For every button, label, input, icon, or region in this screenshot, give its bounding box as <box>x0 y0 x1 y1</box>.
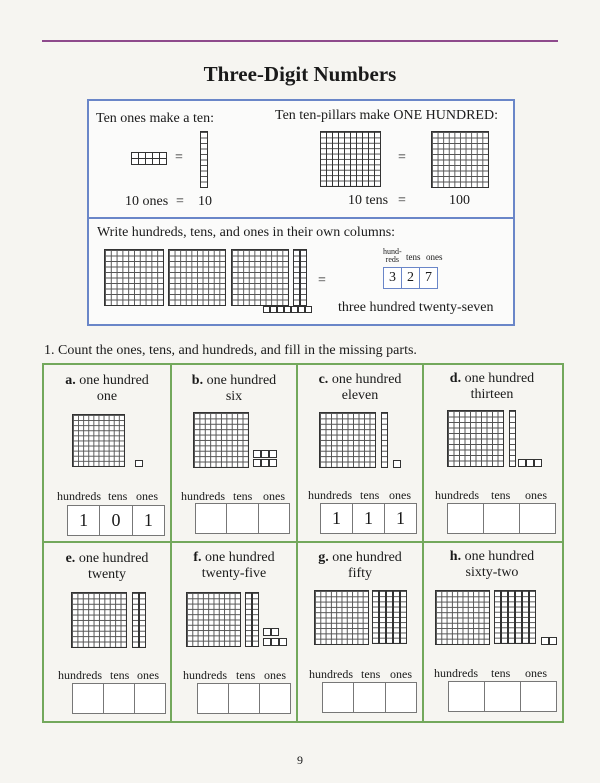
answer-tens[interactable] <box>485 682 521 711</box>
ten-pillar <box>293 249 300 306</box>
one-cube <box>135 460 143 467</box>
answer-ones[interactable] <box>520 504 555 533</box>
col-header-tens: tens <box>491 488 511 502</box>
five-ones-cubes <box>263 628 287 646</box>
answer-ones[interactable] <box>135 684 165 713</box>
equals-sign: = <box>398 150 406 165</box>
col-header-hundreds: hundreds <box>435 488 479 502</box>
hundred-flat <box>193 412 249 468</box>
hundred-flat <box>447 410 504 467</box>
hundred-flat <box>314 590 369 645</box>
digit-ones: 7 <box>420 268 437 288</box>
ten-pillars-group <box>320 131 385 186</box>
page-number: 9 <box>297 753 303 767</box>
hundred-flat <box>186 592 241 647</box>
answer-tens[interactable]: 1 <box>353 504 385 533</box>
ten-pillar <box>200 131 208 188</box>
item-g-title: g. one hundred fifty <box>318 550 402 581</box>
answer-hundreds[interactable] <box>73 684 104 713</box>
col-header-hundreds: hundreds <box>308 488 352 502</box>
item-d-title: d. one hundred thirteen <box>449 371 535 402</box>
answer-boxes-h <box>448 681 557 712</box>
ones-equation-eq: = <box>176 194 184 209</box>
answer-boxes-e <box>72 683 166 714</box>
item-a-title: a. one hundred one <box>65 373 149 404</box>
page-title: Three-Digit Numbers <box>203 62 397 86</box>
tens-make-hundred-label: Ten ten-pillars make ONE HUNDRED: <box>275 108 498 123</box>
answer-hundreds[interactable] <box>198 684 229 713</box>
col-header-tens: tens <box>360 488 380 502</box>
col-header-ones: ones <box>525 488 547 502</box>
three-ones-cubes <box>518 459 542 467</box>
answer-boxes-f <box>197 683 291 714</box>
col-header-tens: tens <box>236 668 256 682</box>
answer-tens[interactable]: 0 <box>100 506 132 535</box>
col-header-tens: tens <box>491 666 511 680</box>
ten-pillar <box>509 410 516 467</box>
answer-tens[interactable] <box>229 684 260 713</box>
ten-pillar <box>245 592 252 647</box>
answer-tens[interactable] <box>354 683 385 712</box>
header-rule <box>42 40 558 42</box>
answer-boxes-d <box>447 503 556 534</box>
col-header-hundreds: hundreds <box>183 668 227 682</box>
answer-boxes-g <box>322 682 417 713</box>
answer-hundreds[interactable] <box>449 682 485 711</box>
col-header-tens: tens <box>233 489 253 503</box>
col-header-ones: ones <box>390 667 412 681</box>
seven-ones-cubes <box>263 306 313 314</box>
item-h-title: h. one hundred sixty-two <box>449 549 535 580</box>
col-header-hundreds: hundreds <box>58 668 102 682</box>
number-in-words: three hundred twenty-seven <box>338 300 494 315</box>
ten-pillar <box>381 412 388 468</box>
item-e-title: e. one hundred twenty <box>65 551 149 582</box>
answer-tens[interactable] <box>484 504 520 533</box>
equals-sign: = <box>318 273 326 288</box>
answer-boxes-b <box>195 503 290 534</box>
exercise-number: 1. <box>44 343 55 358</box>
answer-hundreds[interactable] <box>196 504 227 533</box>
place-header-hundreds: hund- reds <box>383 247 402 264</box>
col-header-ones: ones <box>389 488 411 502</box>
exercise-instruction-text: Count the ones, tens, and hundreds, and fill in the missing parts. <box>58 343 417 358</box>
col-header-hundreds: hundreds <box>57 489 101 503</box>
item-b-title: b. one hundred six <box>191 373 277 404</box>
ten-pillar <box>252 592 259 647</box>
col-header-hundreds: hundreds <box>434 666 478 680</box>
hundred-flat <box>104 249 164 306</box>
ones-equation-right: 10 <box>198 194 212 209</box>
one-cube <box>393 460 401 468</box>
answer-boxes-a <box>67 505 165 536</box>
exercise-instruction <box>44 343 417 359</box>
intro-divider <box>87 217 515 219</box>
hundred-flat <box>319 412 376 468</box>
place-header-tens: tens <box>406 252 421 262</box>
two-ones-cubes <box>541 637 557 645</box>
answer-ones[interactable] <box>260 684 290 713</box>
item-f-title: f. one hundred twenty-five <box>193 550 275 581</box>
hundred-flat <box>71 592 127 648</box>
answer-ones[interactable] <box>386 683 416 712</box>
answer-tens[interactable] <box>227 504 258 533</box>
col-header-tens: tens <box>361 667 381 681</box>
ones-make-ten-label: Ten ones make a ten: <box>96 111 214 126</box>
tens-equation-left: 10 tens <box>348 193 389 208</box>
hundred-flat <box>435 590 490 645</box>
col-header-ones: ones <box>525 666 547 680</box>
answer-ones[interactable] <box>521 682 556 711</box>
col-header-hundreds: hundreds <box>309 667 353 681</box>
col-header-tens: tens <box>108 489 128 503</box>
ten-pillar <box>132 592 139 648</box>
col-header-ones: ones <box>136 489 158 503</box>
hundred-flat <box>72 414 125 467</box>
tens-equation-right: 100 <box>449 193 470 208</box>
col-header-ones: ones <box>137 668 159 682</box>
col-header-ones: ones <box>264 668 286 682</box>
answer-ones[interactable] <box>259 504 289 533</box>
digit-hundreds: 3 <box>384 268 402 288</box>
answer-hundreds[interactable] <box>323 683 354 712</box>
answer-hundreds[interactable]: 1 <box>321 504 353 533</box>
five-ten-pillars <box>372 590 408 643</box>
hundred-flat <box>168 249 226 306</box>
answer-ones[interactable]: 1 <box>396 508 405 528</box>
place-header-ones: ones <box>426 252 443 262</box>
equals-sign: = <box>175 150 183 165</box>
answer-ones[interactable]: 1 <box>143 510 153 530</box>
col-header-tens: tens <box>110 668 130 682</box>
tens-equation-eq: = <box>398 193 406 208</box>
write-instruction: Write hundreds, tens, and ones in their own columns: <box>97 225 396 240</box>
col-header-hundreds: hundreds <box>181 489 225 503</box>
answer-hundreds[interactable] <box>448 504 484 533</box>
hundred-flat <box>231 249 289 306</box>
ten-pillar <box>139 592 146 648</box>
col-header-ones: ones <box>263 489 285 503</box>
six-ones-cubes <box>253 450 277 466</box>
item-c-title: c. one hundred eleven <box>318 372 402 403</box>
six-ten-pillars <box>494 590 536 643</box>
answer-boxes-c <box>320 503 417 534</box>
digit-tens: 2 <box>402 268 420 288</box>
place-value-boxes <box>383 267 438 289</box>
ones-equation-left: 10 ones <box>125 194 169 209</box>
ten-pillar <box>300 249 307 306</box>
answer-tens[interactable] <box>104 684 135 713</box>
answer-hundreds[interactable]: 1 <box>68 506 100 535</box>
ten-ones-cubes <box>131 152 165 164</box>
hundred-flat <box>431 131 489 188</box>
